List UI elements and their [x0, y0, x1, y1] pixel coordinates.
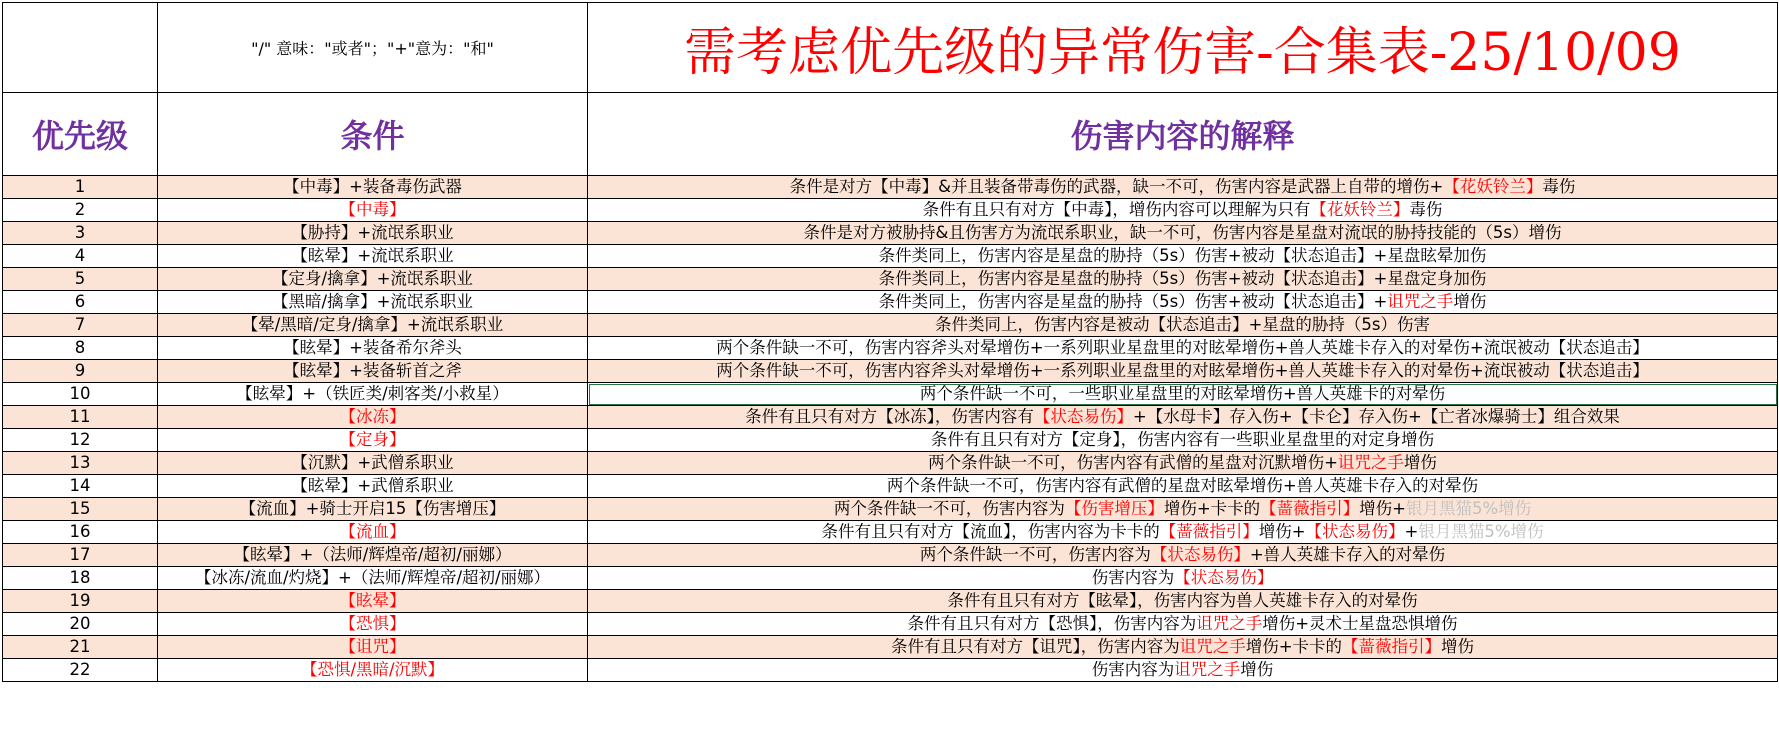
cell-text-segment: 【蔷薇指引】 [1159, 522, 1259, 541]
cell-text-segment: 【流血】+骑士开启15【伤害增压】 [239, 499, 506, 518]
table-row [3, 314, 1778, 337]
table-row [3, 406, 1778, 429]
condition-cell[interactable] [158, 199, 588, 222]
explanation-cell[interactable] [588, 406, 1778, 429]
table-row [3, 222, 1778, 245]
explanation-cell[interactable] [588, 521, 1778, 544]
cell-text-segment: 【眩晕】+装备斩首之斧 [283, 361, 462, 380]
cell-text-segment: 【晕/黑暗/定身/擒拿】+流氓系职业 [241, 315, 504, 334]
cell-text-segment: 【冰冻/流血/灼烧】+（法师/辉煌帝/超初/丽娜） [194, 568, 551, 587]
cell-text-segment: 【定身】 [339, 430, 406, 449]
cell-text-segment: 条件有且只有对方【中毒】，增伤内容可以理解为只有 [922, 200, 1311, 219]
table-row [3, 360, 1778, 383]
condition-cell[interactable] [158, 636, 588, 659]
explanation-cell[interactable] [588, 429, 1778, 452]
priority-cell[interactable]: 4 [3, 245, 158, 268]
priority-cell[interactable]: 6 [3, 291, 158, 314]
table-row [3, 636, 1778, 659]
priority-cell[interactable]: 1 [3, 176, 158, 199]
cell-text-segment: 【状态易伤】 [1150, 545, 1250, 564]
explanation-cell[interactable] [588, 222, 1778, 245]
sheet-title[interactable]: 需考虑优先级的异常伤害-合集表-25/10/09 [588, 3, 1778, 93]
table-row [3, 567, 1778, 590]
cell-text-segment: 条件类同上，伤害内容是星盘的胁持（5s）伤害+被动【状态追击】+星盘定身加伤 [878, 269, 1487, 288]
cell-text-segment: 条件有且只有对方【眩晕】，伤害内容为兽人英雄卡存入的对晕伤 [947, 591, 1418, 610]
cell-text-segment: 银月黑猫5%增伤 [1418, 522, 1544, 541]
condition-cell[interactable] [158, 521, 588, 544]
cell-text-segment: 【定身/擒拿】+流氓系职业 [272, 269, 473, 288]
cell-text-segment: 两个条件缺一不可，伤害内容有武僧的星盘对沉默增伤+ [928, 453, 1338, 472]
table-row [3, 544, 1778, 567]
priority-cell[interactable]: 12 [3, 429, 158, 452]
condition-cell[interactable] [158, 590, 588, 613]
cell-text-segment: 条件类同上，伤害内容是星盘的胁持（5s）伤害+被动【状态追击】+星盘眩晕加伤 [878, 246, 1487, 265]
priority-cell[interactable]: 22 [3, 659, 158, 682]
priority-cell[interactable]: 7 [3, 314, 158, 337]
cell-text-segment: 增伤 [1441, 637, 1475, 656]
cell-text-segment: 毒伤 [1409, 200, 1443, 219]
cell-text-segment: 【蔷薇指引】 [1342, 637, 1442, 656]
cell-text-segment: 【胁持】+流氓系职业 [291, 223, 454, 242]
cell-text-segment: 条件有且只有对方【定身】，伤害内容有一些职业星盘里的对定身增伤 [930, 430, 1435, 449]
condition-cell[interactable] [158, 291, 588, 314]
explanation-cell[interactable] [588, 498, 1778, 521]
cell-text-segment: 【恐惧】 [339, 614, 406, 633]
cell-text-segment: +兽人英雄卡存入的对晕伤 [1249, 545, 1446, 564]
cell-text-segment: 【沉默】+武僧系职业 [291, 453, 454, 472]
table-row [3, 291, 1778, 314]
explanation-cell[interactable] [588, 245, 1778, 268]
header-condition[interactable]: 条件 [158, 93, 588, 176]
cell-text-segment: 增伤+卡卡的 [1163, 499, 1261, 518]
table-row [3, 268, 1778, 291]
cell-text-segment: 增伤+ [1258, 522, 1306, 541]
condition-cell[interactable] [158, 659, 588, 682]
cell-text-segment: 两个条件缺一不可，伤害内容斧头对晕增伤+一系列职业星盘里的对眩晕增伤+兽人英雄卡存入的对晕伤+流氓被动【状态追击】 [716, 338, 1649, 357]
header-priority[interactable]: 优先级 [3, 93, 158, 176]
table-row [3, 383, 1778, 406]
priority-cell[interactable]: 13 [3, 452, 158, 475]
cell-text-segment: 诅咒之手 [1337, 453, 1404, 472]
cell-text-segment: 增伤 [1240, 660, 1274, 679]
cell-text-segment: + [1404, 522, 1419, 541]
priority-cell[interactable]: 3 [3, 222, 158, 245]
empty-corner-cell[interactable] [3, 3, 158, 93]
explanation-cell[interactable] [588, 659, 1778, 682]
cell-text-segment: 【蔷薇指引】 [1260, 499, 1360, 518]
priority-cell[interactable]: 8 [3, 337, 158, 360]
cell-text-segment: 【眩晕】 [339, 591, 406, 610]
priority-cell[interactable]: 5 [3, 268, 158, 291]
condition-cell[interactable] [158, 475, 588, 498]
cell-text-segment: 【恐惧/黑暗/沉默】 [300, 660, 445, 679]
table-row [3, 659, 1778, 682]
condition-cell[interactable] [158, 498, 588, 521]
priority-cell[interactable]: 14 [3, 475, 158, 498]
cell-text-segment: 条件类同上，伤害内容是星盘的胁持（5s）伤害+被动【状态追击】+ [878, 292, 1388, 311]
cell-text-segment: 两个条件缺一不可，伤害内容为 [833, 499, 1065, 518]
cell-text-segment: 【中毒】 [339, 200, 406, 219]
cell-text-segment: 伤害内容为 [1091, 568, 1175, 587]
condition-cell[interactable] [158, 360, 588, 383]
condition-cell[interactable] [158, 429, 588, 452]
cell-text-segment: 【状态易伤】 [1174, 568, 1274, 587]
cell-text-segment: 条件是对方被胁持&且伤害方为流氓系职业，缺一不可，伤害内容是星盘对流氓的胁持技能的（5s）增伤 [803, 223, 1562, 242]
priority-cell[interactable]: 9 [3, 360, 158, 383]
cell-text-segment: 两个条件缺一不可，伤害内容有武僧的星盘对眩晕增伤+兽人英雄卡存入的对晕伤 [886, 476, 1479, 495]
table-row [3, 176, 1778, 199]
priority-cell[interactable]: 20 [3, 613, 158, 636]
damage-priority-table [2, 2, 1778, 682]
priority-cell[interactable]: 10 [3, 383, 158, 406]
explanation-cell[interactable] [588, 475, 1778, 498]
cell-text-segment: 增伤 [1453, 292, 1487, 311]
cell-text-segment: 【状态易伤】 [1033, 407, 1133, 426]
cell-text-segment: 【黑暗/擒拿】+流氓系职业 [272, 292, 473, 311]
table-row [3, 429, 1778, 452]
table-row [3, 590, 1778, 613]
cell-text-segment: 【花妖铃兰】 [1310, 200, 1410, 219]
cell-text-segment: 【冰冻】 [339, 407, 406, 426]
table-row [3, 452, 1778, 475]
cell-text-segment: 增伤 [1403, 453, 1437, 472]
cell-text-segment: 【眩晕】+（法师/辉煌帝/超初/丽娜） [233, 545, 512, 564]
condition-cell[interactable] [158, 406, 588, 429]
priority-cell[interactable]: 17 [3, 544, 158, 567]
explanation-cell[interactable] [588, 268, 1778, 291]
cell-text-segment: 增伤+ [1359, 499, 1406, 518]
condition-cell[interactable] [158, 314, 588, 337]
cell-text-segment: 【中毒】+装备毒伤武器 [283, 177, 462, 196]
explanation-cell[interactable] [588, 314, 1778, 337]
legend-note[interactable]: "/" 意味："或者"；"+"意为："和" [158, 3, 588, 93]
table-row [3, 199, 1778, 222]
priority-cell[interactable]: 11 [3, 406, 158, 429]
explanation-cell[interactable] [588, 613, 1778, 636]
explanation-cell[interactable] [588, 337, 1778, 360]
cell-text-segment: 条件有且只有对方【流血】，伤害内容为卡卡的 [821, 522, 1160, 541]
condition-cell[interactable] [158, 613, 588, 636]
header-row [3, 93, 1778, 176]
table-row [3, 521, 1778, 544]
cell-text-segment: 伤害内容为 [1091, 660, 1175, 679]
cell-text-segment: 两个条件缺一不可，伤害内容斧头对晕增伤+一系列职业星盘里的对眩晕增伤+兽人英雄卡存入的对晕伤+流氓被动【状态追击】 [716, 361, 1649, 380]
explanation-cell[interactable] [588, 636, 1778, 659]
condition-cell[interactable] [158, 268, 588, 291]
explanation-cell[interactable] [588, 383, 1778, 406]
cell-text-segment: 条件有且只有对方【冰冻】，伤害内容有 [745, 407, 1034, 426]
cell-text-segment: 【诅咒】 [339, 637, 406, 656]
cell-text-segment: 诅咒之手 [1196, 614, 1263, 633]
priority-cell[interactable]: 18 [3, 567, 158, 590]
cell-text-segment: 【伤害增压】 [1064, 499, 1164, 518]
cell-text-segment: 诅咒之手 [1174, 660, 1241, 679]
table-row [3, 245, 1778, 268]
priority-cell[interactable]: 15 [3, 498, 158, 521]
priority-cell[interactable]: 19 [3, 590, 158, 613]
cell-text-segment: 条件是对方【中毒】&并且装备带毒伤的武器，缺一不可，伤害内容是武器上自带的增伤+ [789, 177, 1444, 196]
cell-text-segment: 【状态易伤】 [1305, 522, 1405, 541]
priority-cell[interactable]: 2 [3, 199, 158, 222]
condition-cell[interactable] [158, 452, 588, 475]
cell-text-segment: 条件有且只有对方【诅咒】，伤害内容为 [890, 637, 1180, 656]
cell-text-segment: 条件有且只有对方【恐惧】，伤害内容为 [907, 614, 1197, 633]
cell-text-segment: 条件类同上，伤害内容是被动【状态追击】+星盘的胁持（5s）伤害 [935, 315, 1430, 334]
condition-cell[interactable] [158, 383, 588, 406]
priority-cell[interactable]: 16 [3, 521, 158, 544]
explanation-cell[interactable] [588, 590, 1778, 613]
condition-cell[interactable] [158, 245, 588, 268]
cell-text-segment: 【眩晕】+流氓系职业 [291, 246, 454, 265]
explanation-cell[interactable] [588, 452, 1778, 475]
cell-text-segment: 毒伤 [1542, 177, 1576, 196]
condition-cell[interactable] [158, 337, 588, 360]
cell-text-segment: 【眩晕】+装备希尔斧头 [283, 338, 462, 357]
cell-text-segment: 【花妖铃兰】 [1443, 177, 1543, 196]
header-explanation[interactable]: 伤害内容的解释 [588, 93, 1778, 176]
condition-cell[interactable] [158, 544, 588, 567]
explanation-cell[interactable] [588, 360, 1778, 383]
condition-cell[interactable] [158, 222, 588, 245]
explanation-cell[interactable] [588, 567, 1778, 590]
cell-text-segment: 银月黑猫5%增伤 [1405, 499, 1532, 518]
priority-cell[interactable]: 21 [3, 636, 158, 659]
explanation-cell[interactable] [588, 176, 1778, 199]
table-row [3, 613, 1778, 636]
cell-text-segment: 两个条件缺一不可，伤害内容为 [919, 545, 1151, 564]
cell-text-segment: 诅咒之手 [1179, 637, 1246, 656]
cell-text-segment: 【眩晕】+武僧系职业 [291, 476, 454, 495]
condition-cell[interactable] [158, 176, 588, 199]
cell-text-segment: 【眩晕】+（铁匠类/刺客类/小救星） [236, 384, 509, 403]
explanation-cell[interactable] [588, 291, 1778, 314]
table-row [3, 475, 1778, 498]
table-row [3, 498, 1778, 521]
cell-text-segment: 增伤+卡卡的 [1245, 637, 1343, 656]
explanation-cell[interactable] [588, 199, 1778, 222]
cell-text-segment: 诅咒之手 [1387, 292, 1454, 311]
cell-text-segment: +【水母卡】存入伤+【卡仑】存入伤+【亡者冰爆骑士】组合效果 [1132, 407, 1620, 426]
explanation-cell[interactable] [588, 544, 1778, 567]
cell-text-segment: 两个条件缺一不可，一些职业星盘里的对眩晕增伤+兽人英雄卡的对晕伤 [919, 384, 1446, 403]
cell-text-segment: 【流血】 [339, 522, 406, 541]
table-row [3, 337, 1778, 360]
spreadsheet [2, 2, 1777, 682]
title-row [3, 3, 1778, 93]
condition-cell[interactable] [158, 567, 588, 590]
cell-text-segment: 增伤+灵术士星盘恐惧增伤 [1262, 614, 1458, 633]
